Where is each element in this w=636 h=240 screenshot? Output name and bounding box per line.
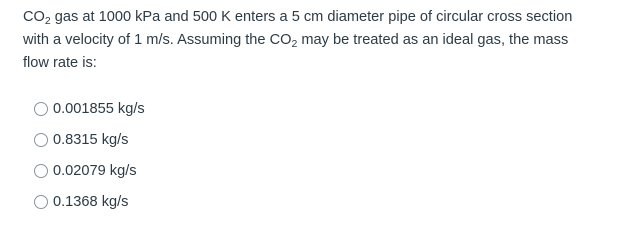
question-line-2 xyxy=(23,29,623,52)
answer-choices xyxy=(34,93,145,217)
subscript-2: 2 xyxy=(44,15,51,27)
question-line-2-rest: may be treated as an ideal gas, the mass xyxy=(297,32,569,48)
answer-option-label[interactable]: 0.001855 kg/s xyxy=(53,100,145,117)
question-line-3: flow rate is: xyxy=(23,55,97,71)
radio-button[interactable] xyxy=(34,195,48,209)
answer-option-2[interactable] xyxy=(34,124,145,155)
radio-button[interactable] xyxy=(34,133,48,147)
answer-option-1[interactable] xyxy=(34,93,145,124)
subscript-2: 2 xyxy=(291,38,298,50)
radio-button[interactable] xyxy=(34,164,48,178)
question-line-1 xyxy=(23,6,623,29)
answer-option-3[interactable] xyxy=(34,155,145,186)
answer-option-label[interactable]: 0.1368 kg/s xyxy=(53,193,129,210)
answer-option-label[interactable]: 0.8315 kg/s xyxy=(53,131,129,148)
question-line-1-rest: gas at 1000 kPa and 500 K enters a 5 cm diameter pipe of circular cross section xyxy=(50,9,573,25)
question-line-2-start: with a velocity of 1 m/s. Assuming the CO xyxy=(23,32,292,48)
answer-option-4[interactable] xyxy=(34,186,145,217)
radio-button[interactable] xyxy=(34,102,48,116)
question-line-1-start: CO xyxy=(23,9,45,25)
question-text xyxy=(23,6,623,75)
answer-option-label[interactable]: 0.02079 kg/s xyxy=(53,162,137,179)
